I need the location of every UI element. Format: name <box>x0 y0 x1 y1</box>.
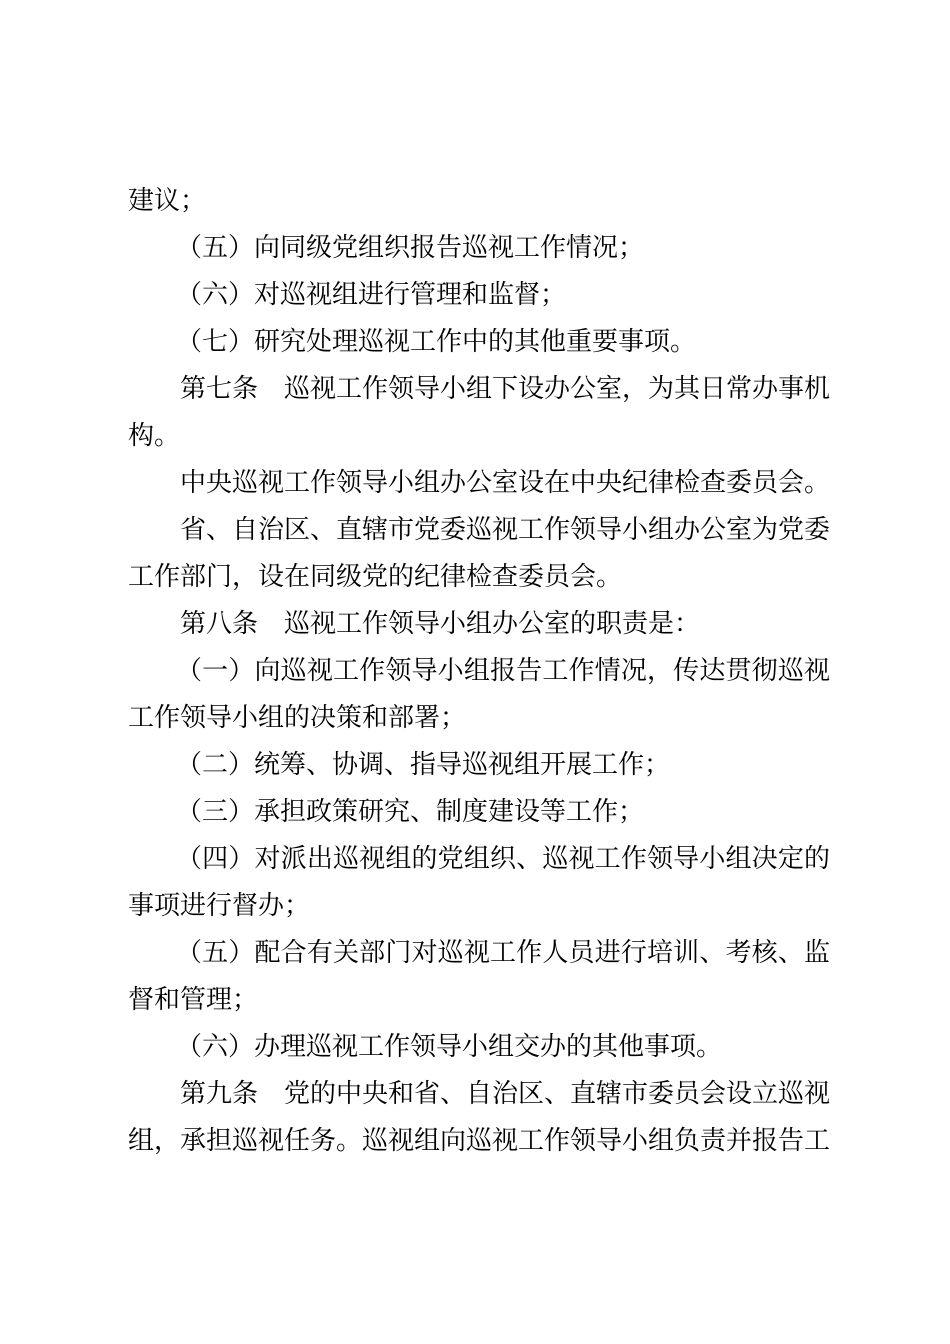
text-line: 第七条 巡视工作领导小组下设办公室，为其日常办事机 <box>180 374 831 404</box>
text-line: 组，承担巡视任务。巡视组向巡视工作领导小组负责并报告工 <box>128 1126 831 1156</box>
text-line: 督和管理； <box>128 985 259 1015</box>
text-line: 第八条 巡视工作领导小组办公室的职责是： <box>180 609 701 639</box>
text-line: （六）对巡视组进行管理和监督； <box>176 280 567 310</box>
text-line: （五）向同级党组织报告巡视工作情况； <box>176 233 645 263</box>
text-line: 事项进行督办； <box>128 891 311 921</box>
text-line: 省、自治区、直辖市党委巡视工作领导小组办公室为党委 <box>180 515 831 545</box>
text-line: 工作领导小组的决策和部署； <box>128 703 467 733</box>
text-line: 第九条 党的中央和省、自治区、直辖市委员会设立巡视 <box>180 1079 831 1109</box>
text-line: 建议； <box>128 186 207 216</box>
text-line: （三）承担政策研究、制度建设等工作； <box>176 797 645 827</box>
text-line: （五）配合有关部门对巡视工作人员进行培训、考核、监 <box>176 938 830 968</box>
text-line: 工作部门，设在同级党的纪律检查委员会。 <box>128 562 623 592</box>
text-line: （六）办理巡视工作领导小组交办的其他事项。 <box>176 1032 723 1062</box>
text-line: 中央巡视工作领导小组办公室设在中央纪律检查委员会。 <box>180 468 831 498</box>
text-line: （七）研究处理巡视工作中的其他重要事项。 <box>176 327 697 357</box>
text-line: 构。 <box>128 421 181 451</box>
text-line: （二）统筹、协调、指导巡视组开展工作； <box>176 750 671 780</box>
text-line: （四）对派出巡视组的党组织、巡视工作领导小组决定的 <box>176 844 830 874</box>
text-line: （一）向巡视工作领导小组报告工作情况，传达贯彻巡视 <box>176 656 830 686</box>
